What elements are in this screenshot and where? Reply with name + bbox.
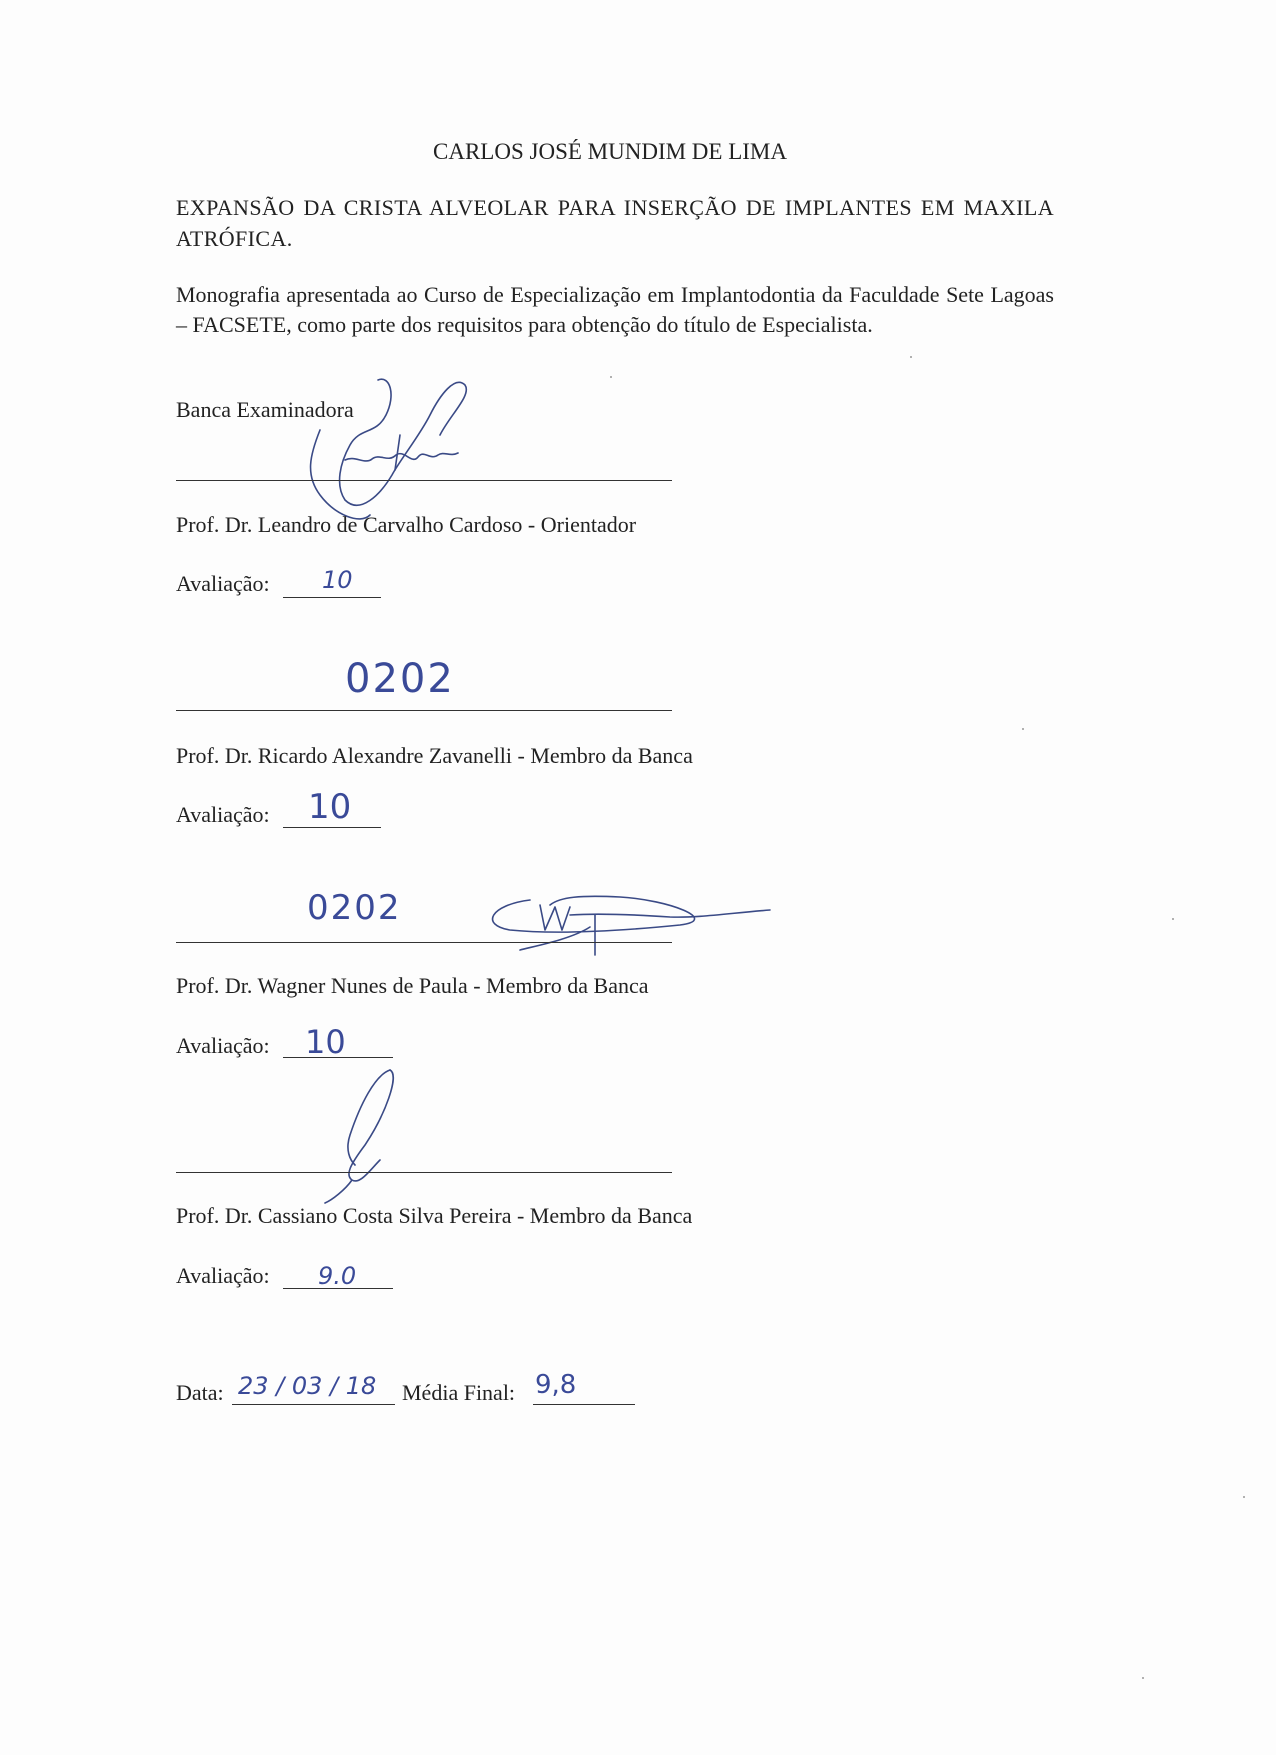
final-grade-line — [533, 1404, 635, 1405]
examiner-2-eval-line — [283, 827, 381, 828]
examiner-4-eval-label: Avaliação: — [176, 1263, 270, 1288]
signature-examiner-4 — [320, 1065, 410, 1205]
examiner-2-signature: 0202 — [345, 656, 455, 702]
final-grade-label: Média Final: — [402, 1380, 516, 1405]
monograph-title: EXPANSÃO DA CRISTA ALVEOLAR PARA INSERÇÃO DE IMPLANTES EM MAXILA ATRÓFICA. — [176, 195, 1054, 251]
scan-speck — [910, 356, 912, 358]
examiner-4-name: Prof. Dr. Cassiano Costa Silva Pereira - Membro da Banca — [176, 1203, 693, 1228]
examiner-3-name: Prof. Dr. Wagner Nunes de Paula - Membro da Banca — [176, 973, 649, 998]
signature-line-3 — [176, 942, 672, 943]
examiner-1-eval-value: 10 — [322, 566, 353, 594]
examiner-2-name: Prof. Dr. Ricardo Alexandre Zavanelli - Membro da Banca — [176, 743, 693, 768]
signature-line-4 — [176, 1172, 672, 1173]
scan-speck — [610, 376, 612, 378]
board-label: Banca Examinadora — [176, 397, 354, 422]
signature-line-2 — [176, 710, 672, 711]
scan-speck — [1022, 728, 1024, 730]
author-name: CARLOS JOSÉ MUNDIM DE LIMA — [433, 139, 787, 164]
scan-speck — [1243, 1496, 1245, 1498]
examiner-4-eval-value: 9.0 — [318, 1262, 357, 1290]
examiner-1-eval-line — [283, 597, 381, 598]
signature-line-1 — [176, 480, 672, 481]
examiner-1-name: Prof. Dr. Leandro de Carvalho Cardoso - Orientador — [176, 512, 637, 537]
examiner-3-eval-label: Avaliação: — [176, 1033, 270, 1058]
examiner-3-eval-value: 10 — [305, 1023, 346, 1061]
scan-speck — [1172, 918, 1174, 920]
examiner-2-eval-value: 10 — [308, 787, 352, 827]
monograph-description: Monografia apresentada ao Curso de Especialização em Implantodontia da Faculdade Sete Lagoas – FACSETE, como parte dos requisitos para obtenção do título de Especialista. — [176, 282, 1054, 337]
examiner-1-eval-label: Avaliação: — [176, 571, 270, 596]
examiner-2-eval-label: Avaliação: — [176, 802, 270, 827]
date-label: Data: — [176, 1380, 224, 1405]
final-grade-value: 9,8 — [535, 1370, 577, 1400]
date-value: 23 / 03 / 18 — [238, 1372, 377, 1400]
signature-examiner-3 — [470, 885, 770, 965]
examiner-3-code: 0202 — [307, 888, 402, 928]
date-line — [232, 1404, 395, 1405]
scan-speck — [1142, 1677, 1144, 1679]
